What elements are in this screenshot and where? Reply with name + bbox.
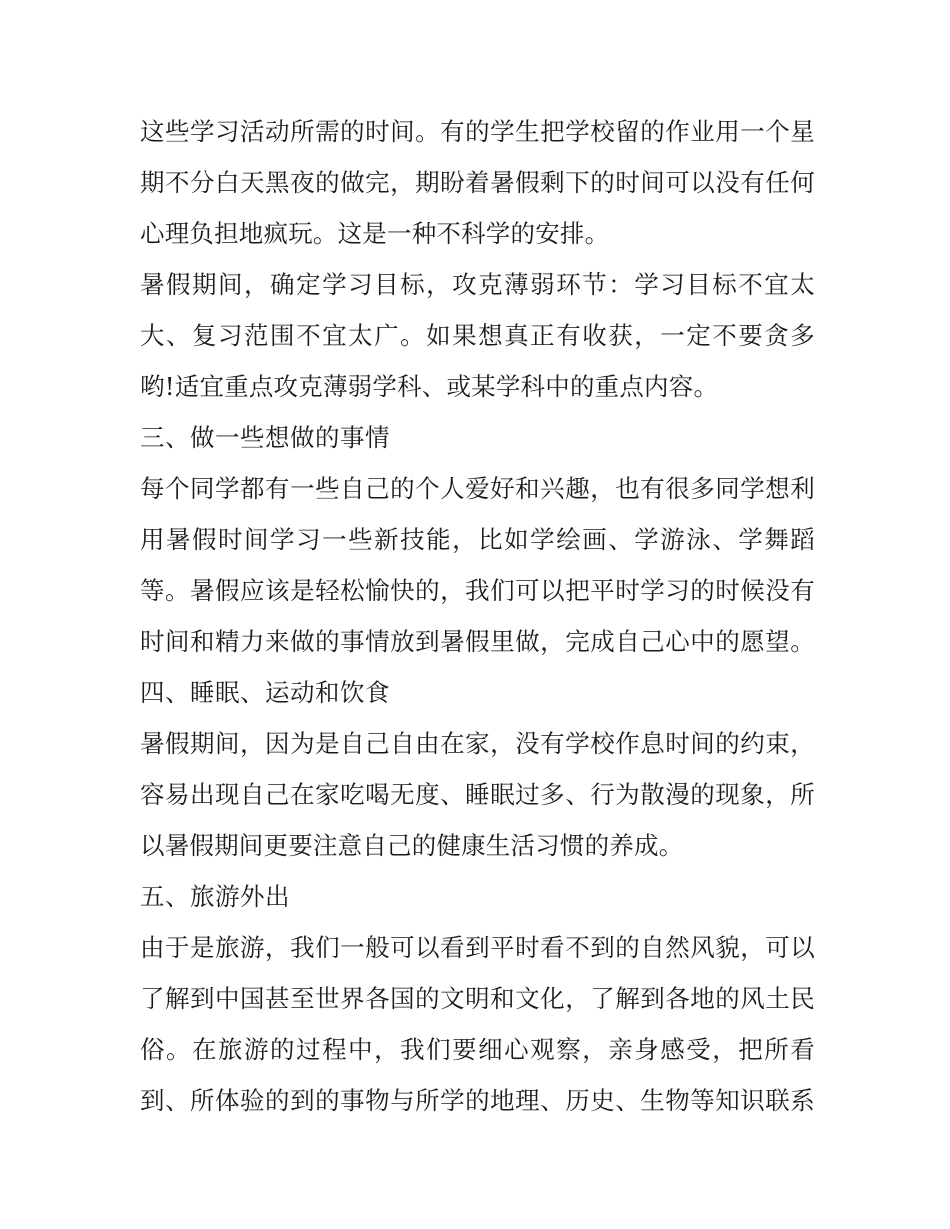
- paragraph-line: 到、所体验的到的事物与所学的地理、历史、生物等知识联系: [140, 1086, 815, 1115]
- section-heading-5: 五、旅游外出: [140, 882, 290, 911]
- paragraph-line: 俗。在旅游的过程中，我们要细心观察，亲身感受，把所看: [140, 1035, 815, 1064]
- paragraph-line: 用暑假时间学习一些新技能，比如学绘画、学游泳、学舞蹈: [140, 525, 815, 554]
- paragraph-line: 由于是旅游，我们一般可以看到平时看不到的自然风貌，可以: [140, 933, 815, 962]
- paragraph-line: 这些学习活动所需的时间。有的学生把学校留的作业用一个星: [140, 117, 815, 146]
- document-body: [140, 106, 815, 1126]
- paragraph-line: 每个同学都有一些自己的个人爱好和兴趣，也有很多同学想利: [140, 474, 815, 503]
- paragraph-line: 容易出现自己在家吃喝无度、睡眠过多、行为散漫的现象，所: [140, 780, 815, 809]
- paragraph-line: 大、复习范围不宜太广。如果想真正有收获，一定不要贪多: [140, 321, 815, 350]
- section-heading-3: 三、做一些想做的事情: [140, 423, 390, 452]
- paragraph-line: 等。暑假应该是轻松愉快的，我们可以把平时学习的时候没有: [140, 576, 815, 605]
- paragraph-line: 心理负担地疯玩。这是一种不科学的安排。: [140, 219, 610, 248]
- paragraph-line: 期不分白天黑夜的做完，期盼着暑假剩下的时间可以没有任何: [140, 168, 815, 197]
- paragraph-line: 时间和精力来做的事情放到暑假里做，完成自己心中的愿望。: [140, 627, 815, 656]
- section-heading-4: 四、睡眠、运动和饮食: [140, 678, 390, 707]
- paragraph-line: 了解到中国甚至世界各国的文明和文化，了解到各地的风土民: [140, 984, 815, 1013]
- paragraph-line: 哟!适宜重点攻克薄弱学科、或某学科中的重点内容。: [140, 372, 719, 401]
- paragraph-line: 暑假期间，确定学习目标，攻克薄弱环节：学习目标不宜太: [140, 270, 815, 299]
- paragraph-line: 暑假期间，因为是自己自由在家，没有学校作息时间的约束，: [140, 729, 815, 758]
- paragraph-line: 以暑假期间更要注意自己的健康生活习惯的养成。: [140, 831, 684, 860]
